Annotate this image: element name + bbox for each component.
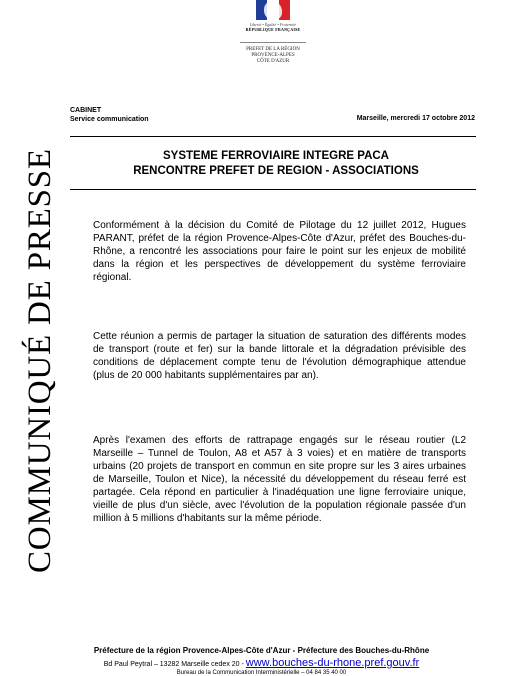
prefecture-line-2: PROVENCE-ALPES: [251, 53, 295, 58]
office-name: CABINET: [70, 107, 102, 114]
marianne-emblem: [240, 0, 306, 32]
dateline: Marseille, mercredi 17 octobre 2012: [356, 115, 475, 122]
sender-block: [70, 106, 149, 124]
logo-divider: [240, 42, 306, 43]
marianne-profile: [264, 1, 282, 20]
prefecture-line-1: PREFET DE LA RÉGION: [246, 47, 300, 52]
title-bottom-rule: [70, 189, 476, 190]
title-line-1: SYSTEME FERROVIAIRE INTEGRE PACA: [163, 150, 389, 162]
footer-contact: [0, 657, 523, 669]
press-release-side-title: COMMUNIQUÉ DE PRESSE: [22, 148, 58, 573]
title-line-2: RENCONTRE PREFET DE REGION - ASSOCIATIONS: [133, 165, 419, 177]
body-paragraph-3: Après l'examen des efforts de rattrapage engagés sur le réseau routier (L2 Marseille – Tunnel de Toulon, A8 et A57 à 3 voies) et en matière de transports urbains (20 projets de transport en commun en site propre sur les 3 aires urbaines de Marseille, Toulon et Nice), la nécessité du développement du réseau ferré est partagée. Cela répond en particulier à l'inadéquation une ligne ferroviaire unique, vieille de plus d'un siècle, avec l'évolution de la population régionale passée d'un million à 5 millions d'habitants sur la même période.: [93, 435, 466, 524]
body-paragraph-1: Conformément à la décision du Comité de Pilotage du 12 juillet 2012, Hugues PARANT, préfet de la région Provence-Alpes-Côte d'Azur, préfet des Bouches-du-Rhône, a rencontré les associations pour faire le point sur les enjeux de mobilité dans la région et les perspectives de développement du système ferroviaire régional.: [93, 220, 466, 283]
website-link[interactable]: www.bouches-du-rhone.pref.gouv.fr: [245, 657, 420, 669]
title-top-rule: [70, 136, 476, 137]
prefecture-logo: [232, 0, 314, 65]
footer-phone: Bureau de la Communication Interministérielle – 04 84 35 40 00: [176, 670, 347, 676]
body-paragraph-2: Cette réunion a permis de partager la situation de saturation des différents modes de transport (route et fer) sur la bande littorale et la dégradation prévisible des conditions de déplacement compte tenu de l'évolution démographique attendue (plus de 20 000 habitants supplémentaires par an).: [93, 331, 466, 381]
footer-address: Bd Paul Peytral – 13282 Marseille cedex 20 -: [103, 661, 244, 668]
republic-motto: Liberté • Égalité • Fraternité: [249, 22, 297, 27]
service-name: Service communication: [70, 116, 149, 123]
republic-name: RÉPUBLIQUE FRANÇAISE: [245, 27, 301, 32]
document-title: [70, 149, 482, 179]
prefecture-name: [232, 47, 314, 65]
footer-institution: Préfecture de la région Provence-Alpes-Côte d'Azur - Préfecture des Bouches-du-Rhône: [93, 646, 430, 655]
prefecture-line-3: CÔTE D'AZUR: [256, 59, 290, 64]
